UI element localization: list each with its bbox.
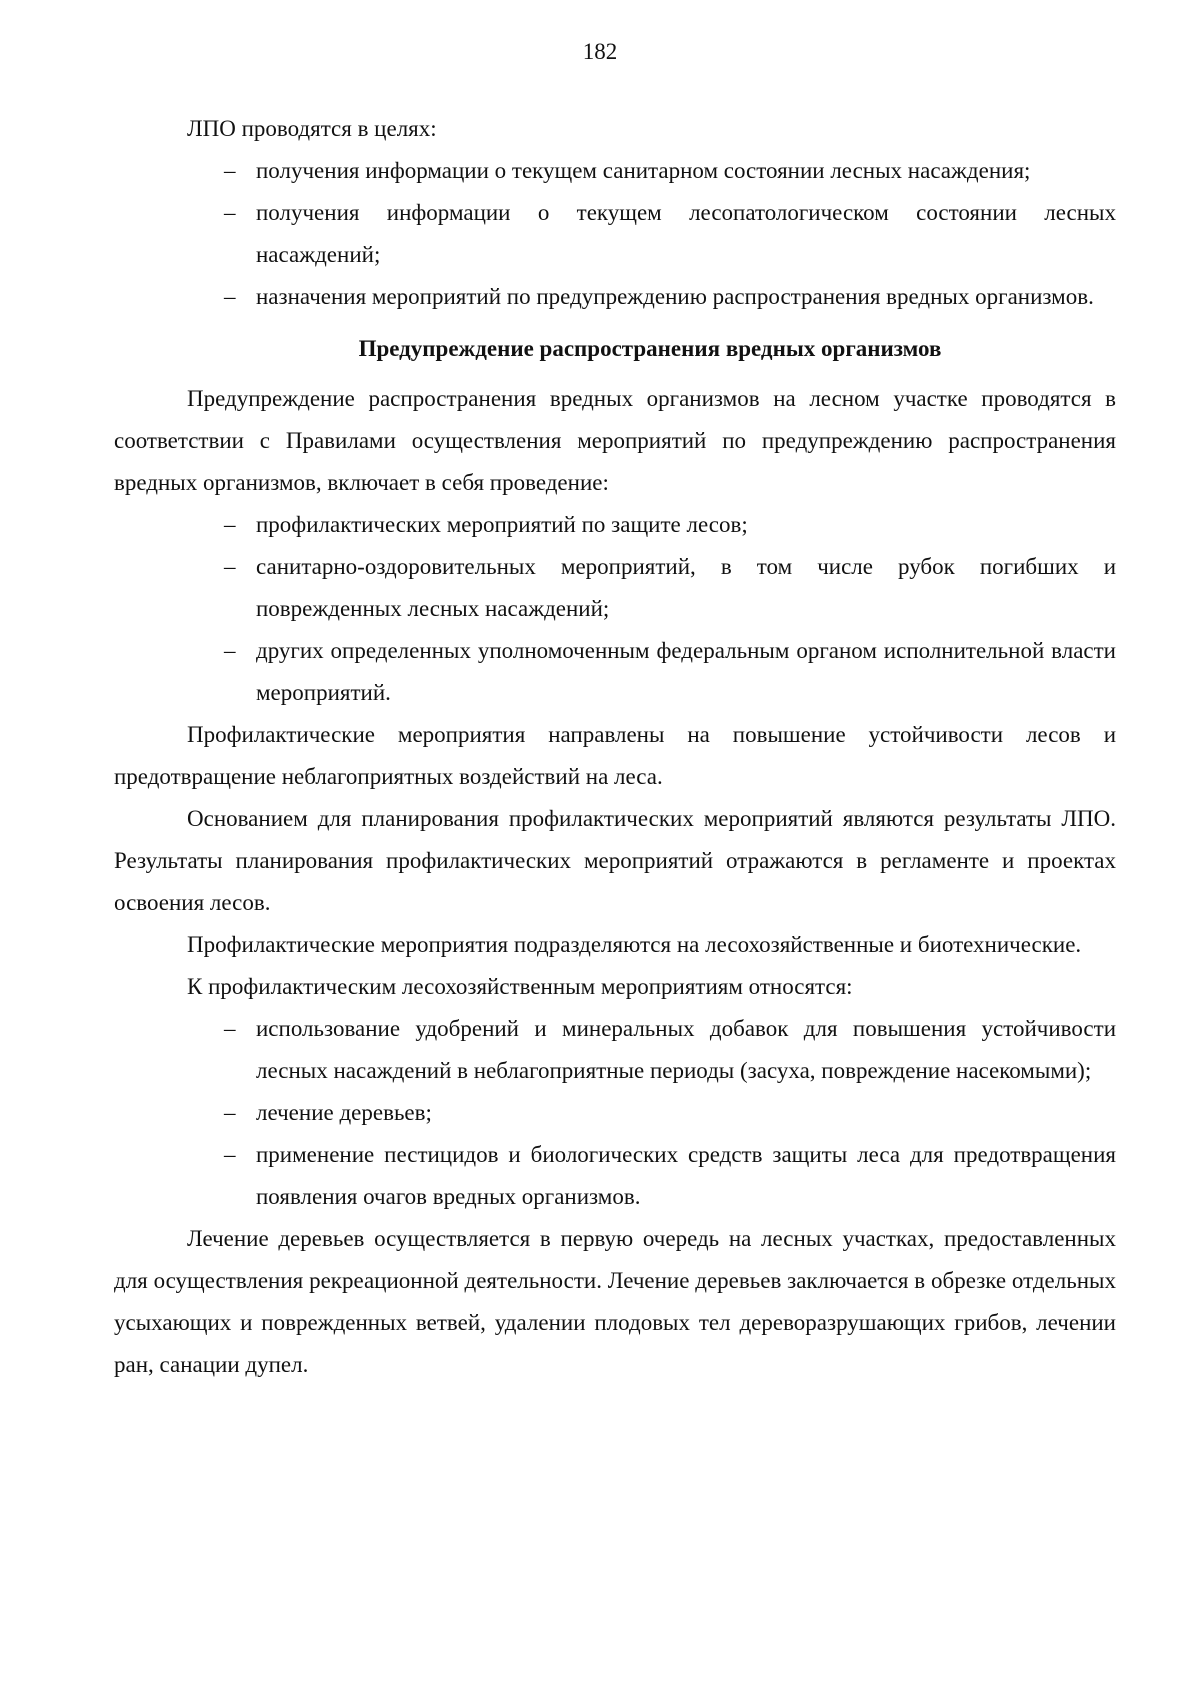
list-item [114, 1134, 1116, 1218]
list-item [114, 150, 1116, 192]
page-number: 182 [582, 39, 618, 64]
paragraph: Лечение деревьев осуществляется в первую очередь на лесных участках, предоставленных для осуществления рекреационной деятельности. Лечение деревьев заключается в обрезке отдельных усыхающих и поврежденных ветвей, удалении плодовых тел дереворазрушающих грибов, лечении ран, санации дупел. [114, 1226, 1116, 1377]
list-item [114, 276, 1116, 318]
dash-bullet: – [224, 200, 236, 225]
dash-bullet: – [224, 638, 236, 663]
list-item [114, 1092, 1116, 1134]
list-item [114, 504, 1116, 546]
list-item-text: получения информации о текущем лесопатологическом состоянии лесных насаждений; [256, 200, 1116, 267]
list-item [114, 1008, 1116, 1092]
page-content [114, 108, 1116, 1386]
list-item-text: лечение деревьев; [256, 1100, 432, 1125]
dash-bullet: – [224, 1016, 236, 1041]
list-item-text: использование удобрений и минеральных добавок для повышения устойчивости лесных насаждений в неблагоприятные периоды (засуха, повреждение насекомыми); [256, 1016, 1116, 1083]
goals-list [114, 150, 1116, 318]
list-item [114, 546, 1116, 630]
forestry-measures-list [114, 1008, 1116, 1218]
list-item-text: получения информации о текущем санитарном состоянии лесных насаждения; [256, 158, 1031, 183]
dash-bullet: – [224, 554, 236, 579]
list-item-text: применение пестицидов и биологических средств защиты леса для предотвращения появления очагов вредных организмов. [256, 1142, 1116, 1209]
list-item-text: назначения мероприятий по предупреждению распространения вредных организмов. [256, 284, 1094, 309]
list-item-text: санитарно-оздоровительных мероприятий, в том числе рубок погибших и поврежденных лесных насаждений; [256, 554, 1116, 621]
dash-bullet: – [224, 284, 236, 309]
dash-bullet: – [224, 1100, 236, 1125]
paragraph: Основанием для планирования профилактических мероприятий являются результаты ЛПО. Результаты планирования профилактических мероприятий отражаются в регламенте и проектах освоения лесов. [114, 806, 1116, 915]
dash-bullet: – [224, 512, 236, 537]
paragraph: Предупреждение распространения вредных организмов на лесном участке проводятся в соответствии с Правилами осуществления мероприятий по предупреждению распространения вредных организмов, включает в себя проведение: [114, 386, 1116, 495]
list-item-text: профилактических мероприятий по защите лесов; [256, 512, 748, 537]
intro-line: ЛПО проводятся в целях: [187, 116, 437, 141]
paragraph: Профилактические мероприятия подразделяются на лесохозяйственные и биотехнические. [187, 932, 1082, 957]
section-heading: Предупреждение распространения вредных организмов [358, 336, 942, 361]
dash-bullet: – [224, 1142, 236, 1167]
dash-bullet: – [224, 158, 236, 183]
paragraph: К профилактическим лесохозяйственным мероприятиям относятся: [187, 974, 853, 999]
list-item [114, 192, 1116, 276]
paragraph: Профилактические мероприятия направлены на повышение устойчивости лесов и предотвращение неблагоприятных воздействий на леса. [114, 722, 1116, 789]
list-item [114, 630, 1116, 714]
list-item-text: других определенных уполномоченным федеральным органом исполнительной власти мероприятий. [256, 638, 1116, 705]
measures-list [114, 504, 1116, 714]
